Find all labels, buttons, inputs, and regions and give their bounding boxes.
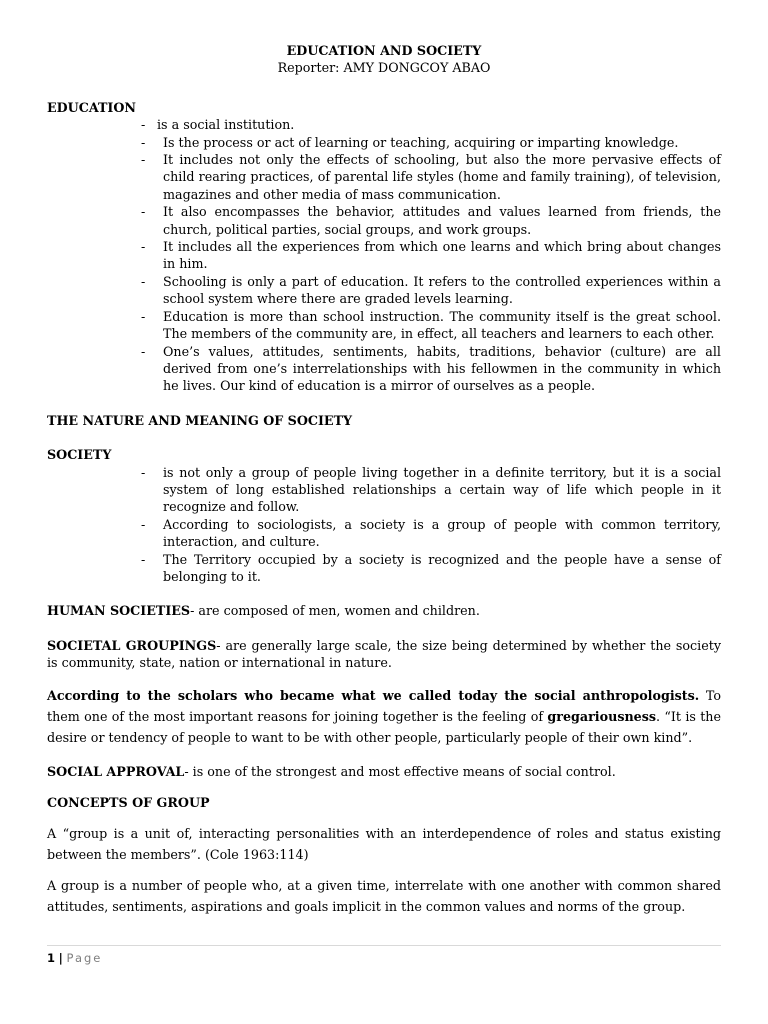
list-item: - It also encompasses the behavior, attitudes and values learned from friends, the church, political parties, social groups, and work groups. bbox=[163, 203, 721, 238]
social-approval-term: SOCIAL APPROVAL bbox=[47, 763, 185, 779]
list-item: - is a social institution. bbox=[157, 116, 721, 133]
concepts-heading: CONCEPTS OF GROUP bbox=[47, 794, 210, 810]
society-list bbox=[47, 464, 721, 586]
concepts-paragraph-1: A “group is a unit of, interacting personalities with an interdependence of roles and status existing between the members”. (Cole 1963:114) bbox=[47, 825, 721, 862]
footer-separator: | bbox=[58, 951, 63, 965]
list-item: - One’s values, attitudes, sentiments, habits, traditions, behavior (culture) are all derived from one’s interrelationships with his fellowmen in the community in which he lives. Our kind of education is a mirror of ourselves as a people. bbox=[163, 343, 721, 395]
list-item: - Is the process or act of learning or teaching, acquiring or imparting knowledge. bbox=[163, 134, 721, 151]
list-item: - The Territory occupied by a society is recognized and the people have a sense of belonging to it. bbox=[163, 551, 721, 586]
list-item: - Education is more than school instruction. The community itself is the great school. The members of the community are, in effect, all teachers and learners to each other. bbox=[163, 308, 721, 343]
concepts-paragraph-2: A group is a number of people who, at a given time, interrelate with one another with common shared attitudes, sentiments, aspirations and goals implicit in the common values and norms of the group. bbox=[47, 877, 721, 914]
list-item: - It includes all the experiences from which one learns and which bring about changes in him. bbox=[163, 238, 721, 273]
education-list bbox=[47, 116, 721, 395]
gregariousness-term: gregariousness bbox=[547, 708, 657, 724]
human-societies-term: HUMAN SOCIETIES bbox=[47, 603, 191, 619]
list-item: - Schooling is only a part of education. It refers to the controlled experiences within a school system where there are graded levels learning. bbox=[163, 273, 721, 308]
page-footer bbox=[47, 945, 721, 967]
reporter-line: Reporter: AMY DONGCOY ABAO bbox=[277, 60, 491, 76]
scholars-lead: According to the scholars who became what we called today the social anthropologists. bbox=[47, 687, 700, 703]
societal-groupings-term: SOCIETAL GROUPINGS bbox=[47, 637, 217, 653]
document-page bbox=[47, 42, 721, 917]
social-approval-paragraph bbox=[47, 761, 721, 782]
list-item: - is not only a group of people living together in a definite territory, but it is a social system of long established relationships a certain way of life which people in it recognize and follow. bbox=[163, 464, 721, 516]
social-approval-text: - is one of the strongest and most effective means of social control. bbox=[184, 763, 616, 779]
scholars-text-1: To them one of the most important reasons for joining together is the feeling of bbox=[47, 687, 721, 724]
page-label: Page bbox=[66, 951, 103, 965]
nature-heading: THE NATURE AND MEANING OF SOCIETY bbox=[47, 412, 353, 428]
list-item: - It includes not only the effects of schooling, but also the more pervasive effects of child rearing practices, of parental life styles (home and family training), of television, magazines and other media of mass communication. bbox=[163, 151, 721, 203]
scholars-paragraph bbox=[47, 685, 721, 748]
page-number: 1 bbox=[47, 951, 56, 965]
human-societies-paragraph bbox=[47, 602, 721, 619]
society-heading: SOCIETY bbox=[47, 447, 112, 463]
document-title: EDUCATION AND SOCIETY bbox=[286, 43, 482, 58]
societal-groupings-text: - are generally large scale, the size being determined by whether the society is community, state, nation or international in nature. bbox=[47, 637, 721, 671]
scholars-text-2: . “It is the desire or tendency of people to want to be with other people, particularly people of their own kind”. bbox=[47, 708, 721, 745]
human-societies-text: - are composed of men, women and children. bbox=[190, 603, 480, 619]
list-item: - According to sociologists, a society is a group of people with common territory, interaction, and culture. bbox=[163, 516, 721, 551]
education-heading: EDUCATION bbox=[47, 99, 137, 115]
societal-groupings-paragraph bbox=[47, 637, 721, 672]
